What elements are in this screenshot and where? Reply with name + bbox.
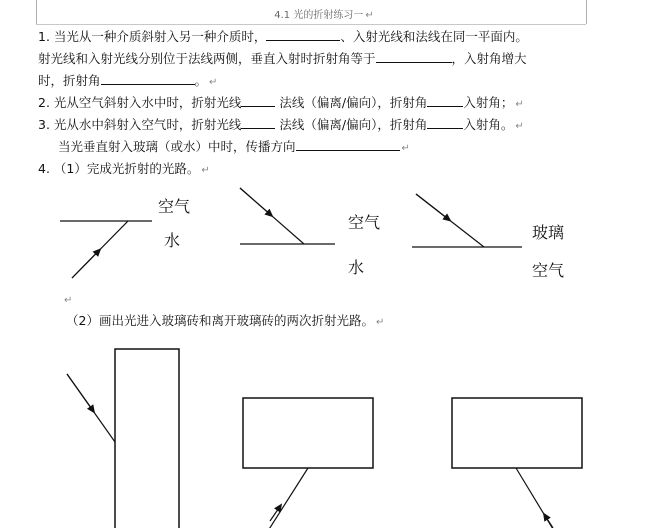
- glass-block-c: [452, 398, 582, 468]
- paragraph-mark-icon: ↵: [401, 143, 410, 154]
- q1-text: 射光线和入射光线分别位于法线两侧，垂直入射时折射角等于: [38, 51, 376, 66]
- paragraph-mark-icon: ↵: [375, 317, 385, 328]
- fig1-bottom-label: 水: [164, 231, 181, 250]
- glass-block-tall: [115, 349, 179, 528]
- q4-title-text: 4. （1）完成光折射的光路。: [38, 161, 200, 176]
- q1-text: 。: [194, 73, 208, 88]
- fig3-bottom-label: 空气: [532, 261, 565, 280]
- glass-block-b: [243, 398, 373, 468]
- fig3-top-label: 玻璃: [532, 223, 565, 242]
- header-title-text: 4.1 光的折射练习一: [274, 10, 364, 21]
- figure-2-incident-ray: [240, 188, 304, 244]
- q3-text: 3. 光从水中斜射入空气时，折射光线: [38, 117, 242, 132]
- figure-1-incident-ray: [72, 221, 128, 278]
- paragraph-mark-icon: ↵: [515, 99, 524, 110]
- q1-text: 、入射光线和法线在同一平面内。: [340, 29, 528, 44]
- q1-text: 1. 当光从一种介质斜射入另一种介质时，: [38, 29, 267, 44]
- paragraph-mark-icon: ↵: [64, 295, 73, 306]
- q3-text: 入射角。: [463, 117, 514, 132]
- q3-text: 法线（偏离/偏向），折射角: [279, 117, 428, 132]
- fig2-bottom-label: 水: [348, 258, 365, 277]
- fig2-top-label: 空气: [348, 213, 381, 232]
- q4b-title-text: （2）画出光进入玻璃砖和离开玻璃砖的两次折射光路。: [66, 313, 374, 328]
- glass-a-incident-ray: [67, 374, 115, 442]
- q2-text: 法线（偏离/偏向），折射角: [279, 95, 428, 110]
- q2-text: 入射角；: [463, 95, 514, 110]
- paragraph-mark-icon: ↵: [201, 165, 210, 176]
- paragraph-mark-icon: ↵: [515, 121, 524, 132]
- paragraph-mark-icon: ↵: [209, 77, 218, 88]
- glass-c-incident-ray: [516, 468, 556, 528]
- figure-3-incident-ray: [416, 194, 484, 247]
- q3b-text: 当光垂直射入玻璃（或水）中时，传播方向: [58, 139, 296, 154]
- fig1-top-label: 空气: [158, 197, 191, 216]
- paragraph-mark-icon: ↵: [365, 10, 374, 21]
- q2-text: 2. 光从空气斜射入水中时，折射光线: [38, 95, 242, 110]
- glass-b-incident-ray: [266, 468, 308, 528]
- q1-text: 时，折射角: [38, 73, 101, 88]
- q1-text: ，入射角增大: [451, 51, 527, 66]
